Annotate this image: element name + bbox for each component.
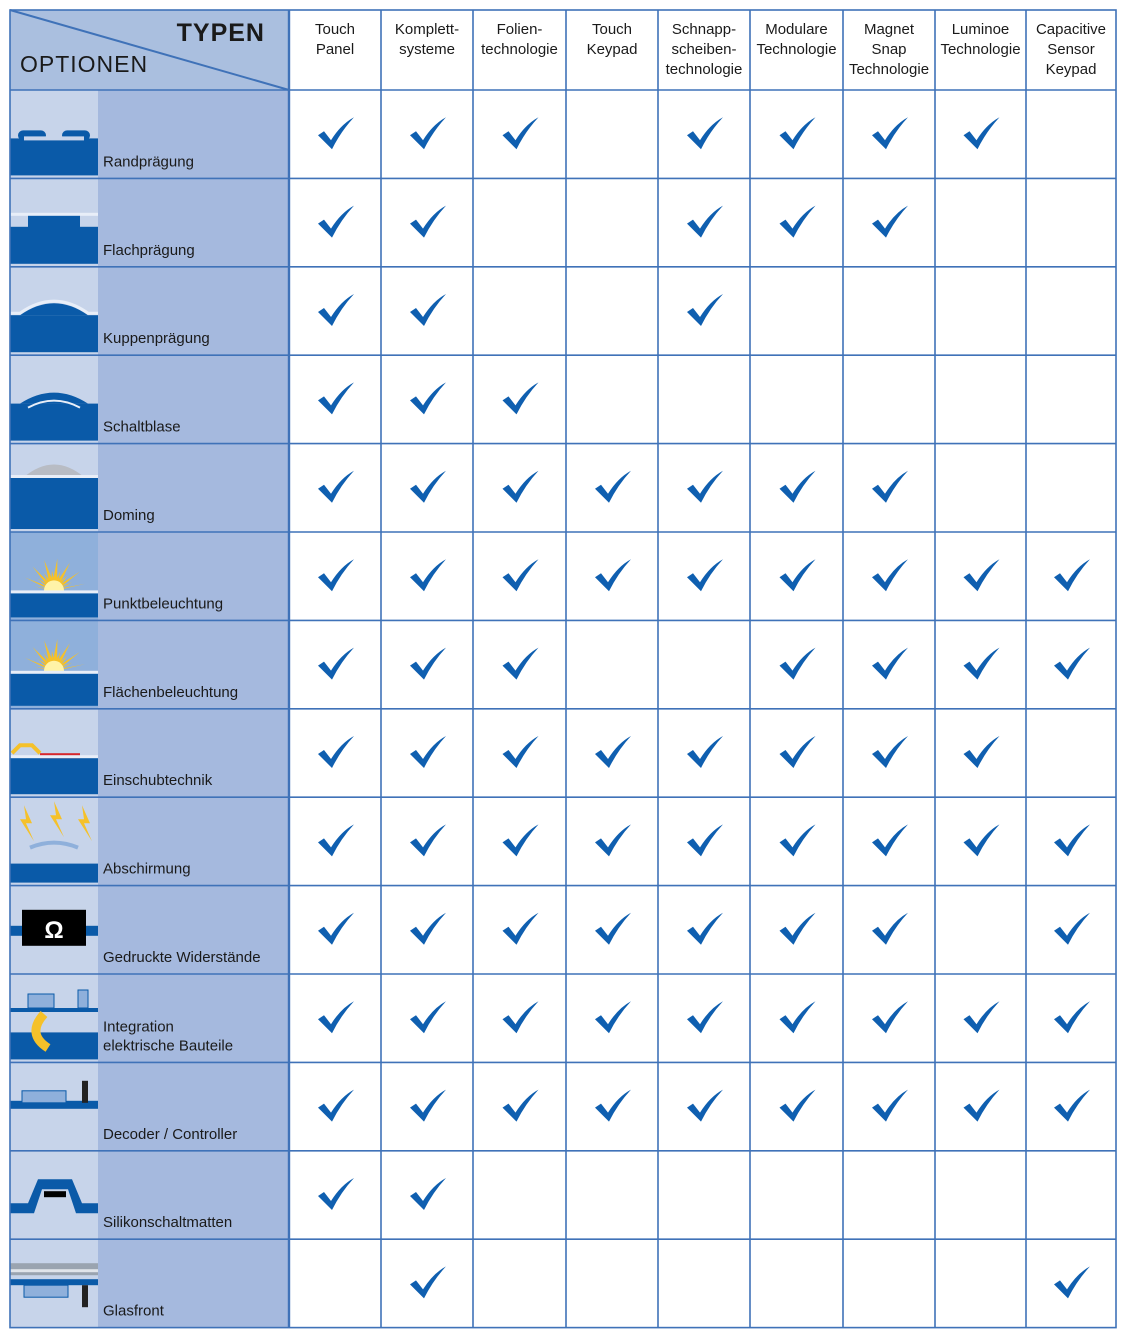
row-label: Flachprägung xyxy=(103,241,195,259)
check-icon xyxy=(318,382,354,414)
check-icon xyxy=(780,559,816,591)
check-icon xyxy=(595,471,631,503)
check-icon xyxy=(595,913,631,945)
column-header-7: Snap xyxy=(871,41,907,58)
column-header-4: Touch xyxy=(591,21,633,38)
check-icon xyxy=(318,559,354,591)
row-label: Integration xyxy=(103,1018,174,1036)
check-icon xyxy=(503,736,539,768)
check-icon xyxy=(687,294,723,326)
column-header-9: Keypad xyxy=(1045,61,1097,78)
column-header-9: Capacitive xyxy=(1035,21,1107,38)
check-icon xyxy=(780,736,816,768)
check-icon xyxy=(503,1090,539,1122)
check-icon xyxy=(503,913,539,945)
check-icon xyxy=(687,1001,723,1033)
column-header-9: Sensor xyxy=(1047,41,1095,58)
check-icon xyxy=(595,1090,631,1122)
check-icon xyxy=(595,824,631,856)
check-icon xyxy=(780,471,816,503)
column-header-7: Magnet xyxy=(863,21,915,38)
check-icon xyxy=(872,117,908,149)
column-header-5: scheiben- xyxy=(671,41,737,58)
check-icon xyxy=(503,1001,539,1033)
row-label: Flächenbeleuchtung xyxy=(103,683,239,701)
row-label: Doming xyxy=(103,507,155,524)
check-icon xyxy=(410,1266,446,1298)
check-icon xyxy=(964,736,1000,768)
check-icon xyxy=(318,1178,354,1210)
options-title: OPTIONEN xyxy=(20,51,149,77)
check-icon xyxy=(687,559,723,591)
check-icon xyxy=(318,824,354,856)
check-icon xyxy=(964,117,1000,149)
component-integration-icon xyxy=(10,974,98,1062)
check-icon xyxy=(780,913,816,945)
check-icon xyxy=(872,913,908,945)
column-header-1: Panel xyxy=(315,41,355,58)
check-icon xyxy=(595,736,631,768)
check-icon xyxy=(687,736,723,768)
spot-lighting-icon xyxy=(10,532,98,620)
check-icon xyxy=(410,736,446,768)
check-icon xyxy=(503,559,539,591)
check-icon xyxy=(318,206,354,238)
row-label: Glasfront xyxy=(103,1302,164,1320)
check-icon xyxy=(1054,559,1090,591)
check-icon xyxy=(318,648,354,680)
omega-label: Ω xyxy=(44,916,64,944)
dome-embossing-icon xyxy=(10,267,98,355)
row-label: Abschirmung xyxy=(103,860,191,878)
check-icon xyxy=(410,1001,446,1033)
check-icon xyxy=(964,559,1000,591)
column-header-2: systeme xyxy=(399,41,455,58)
check-icon xyxy=(503,117,539,149)
glass-front-icon xyxy=(10,1239,98,1327)
check-icon xyxy=(1054,1266,1090,1298)
check-icon xyxy=(964,1090,1000,1122)
check-icon xyxy=(1054,1090,1090,1122)
check-icon xyxy=(318,913,354,945)
row-label: elektrische Bauteile xyxy=(103,1037,234,1055)
column-header-7: Technologie xyxy=(848,61,930,78)
row-label: Punktbeleuchtung xyxy=(103,595,224,613)
row-label: Decoder / Controller xyxy=(103,1125,238,1143)
check-icon xyxy=(872,559,908,591)
check-icon xyxy=(410,648,446,680)
check-icon xyxy=(318,1001,354,1033)
check-icon xyxy=(964,1001,1000,1033)
column-header-5: Schnapp- xyxy=(671,21,737,38)
check-icon xyxy=(595,1001,631,1033)
check-icon xyxy=(318,1090,354,1122)
check-icon xyxy=(872,648,908,680)
check-icon xyxy=(872,824,908,856)
check-icon xyxy=(687,1090,723,1122)
check-icon xyxy=(1054,824,1090,856)
column-header-1: Touch xyxy=(314,21,356,38)
check-icon xyxy=(872,1001,908,1033)
column-header-3: Folien- xyxy=(496,21,543,38)
column-header-6: Modulare xyxy=(765,21,828,38)
check-icon xyxy=(780,117,816,149)
check-icon xyxy=(687,206,723,238)
check-icon xyxy=(780,824,816,856)
check-icon xyxy=(410,382,446,414)
check-icon xyxy=(964,648,1000,680)
check-icon xyxy=(872,471,908,503)
row-label: Kuppenprägung xyxy=(103,330,210,348)
check-icon xyxy=(780,1090,816,1122)
row-label: Einschubtechnik xyxy=(103,772,213,790)
check-icon xyxy=(687,471,723,503)
check-icon xyxy=(687,824,723,856)
check-icon xyxy=(872,1090,908,1122)
column-header-8: Technologie xyxy=(940,41,1021,58)
check-icon xyxy=(503,471,539,503)
check-icon xyxy=(872,736,908,768)
column-header-6: Technologie xyxy=(756,41,837,58)
check-icon xyxy=(410,117,446,149)
resistor-omega-icon xyxy=(10,886,98,974)
doming-icon xyxy=(10,444,98,532)
row-label: Schaltblase xyxy=(103,418,181,436)
switch-bubble-icon xyxy=(10,355,98,443)
types-title: TYPEN xyxy=(176,19,265,47)
check-icon xyxy=(503,648,539,680)
check-icon xyxy=(410,206,446,238)
check-icon xyxy=(318,736,354,768)
flat-embossing-icon xyxy=(10,178,98,266)
check-icon xyxy=(410,559,446,591)
column-header-4: Keypad xyxy=(586,41,638,58)
check-icon xyxy=(687,117,723,149)
decoder-controller-icon xyxy=(10,1062,98,1150)
row-label: Randprägung xyxy=(103,153,194,171)
check-icon xyxy=(872,206,908,238)
edge-embossing-icon xyxy=(10,90,98,178)
check-icon xyxy=(595,559,631,591)
column-header-3: technologie xyxy=(481,41,558,58)
check-icon xyxy=(410,471,446,503)
check-icon xyxy=(780,206,816,238)
check-icon xyxy=(318,471,354,503)
area-lighting-icon xyxy=(10,620,98,708)
check-icon xyxy=(1054,648,1090,680)
column-header-8: Luminoe xyxy=(951,21,1010,38)
check-icon xyxy=(410,1090,446,1122)
check-icon xyxy=(780,1001,816,1033)
check-icon xyxy=(410,294,446,326)
check-icon xyxy=(318,294,354,326)
check-icon xyxy=(410,824,446,856)
check-icon xyxy=(503,382,539,414)
shielding-icon xyxy=(10,797,98,885)
column-header-5: technologie xyxy=(665,61,743,78)
check-icon xyxy=(1054,1001,1090,1033)
check-icon xyxy=(1054,913,1090,945)
check-icon xyxy=(410,913,446,945)
row-label: Gedruckte Widerstände xyxy=(103,949,261,966)
check-icon xyxy=(687,913,723,945)
row-label: Silikonschaltmatten xyxy=(103,1214,233,1232)
check-icon xyxy=(964,824,1000,856)
check-icon xyxy=(780,648,816,680)
check-icon xyxy=(318,117,354,149)
check-icon xyxy=(410,1178,446,1210)
check-icon xyxy=(503,824,539,856)
insert-technique-icon xyxy=(10,709,98,797)
column-header-2: Komplett- xyxy=(394,21,460,38)
silicone-mat-icon xyxy=(10,1151,98,1239)
